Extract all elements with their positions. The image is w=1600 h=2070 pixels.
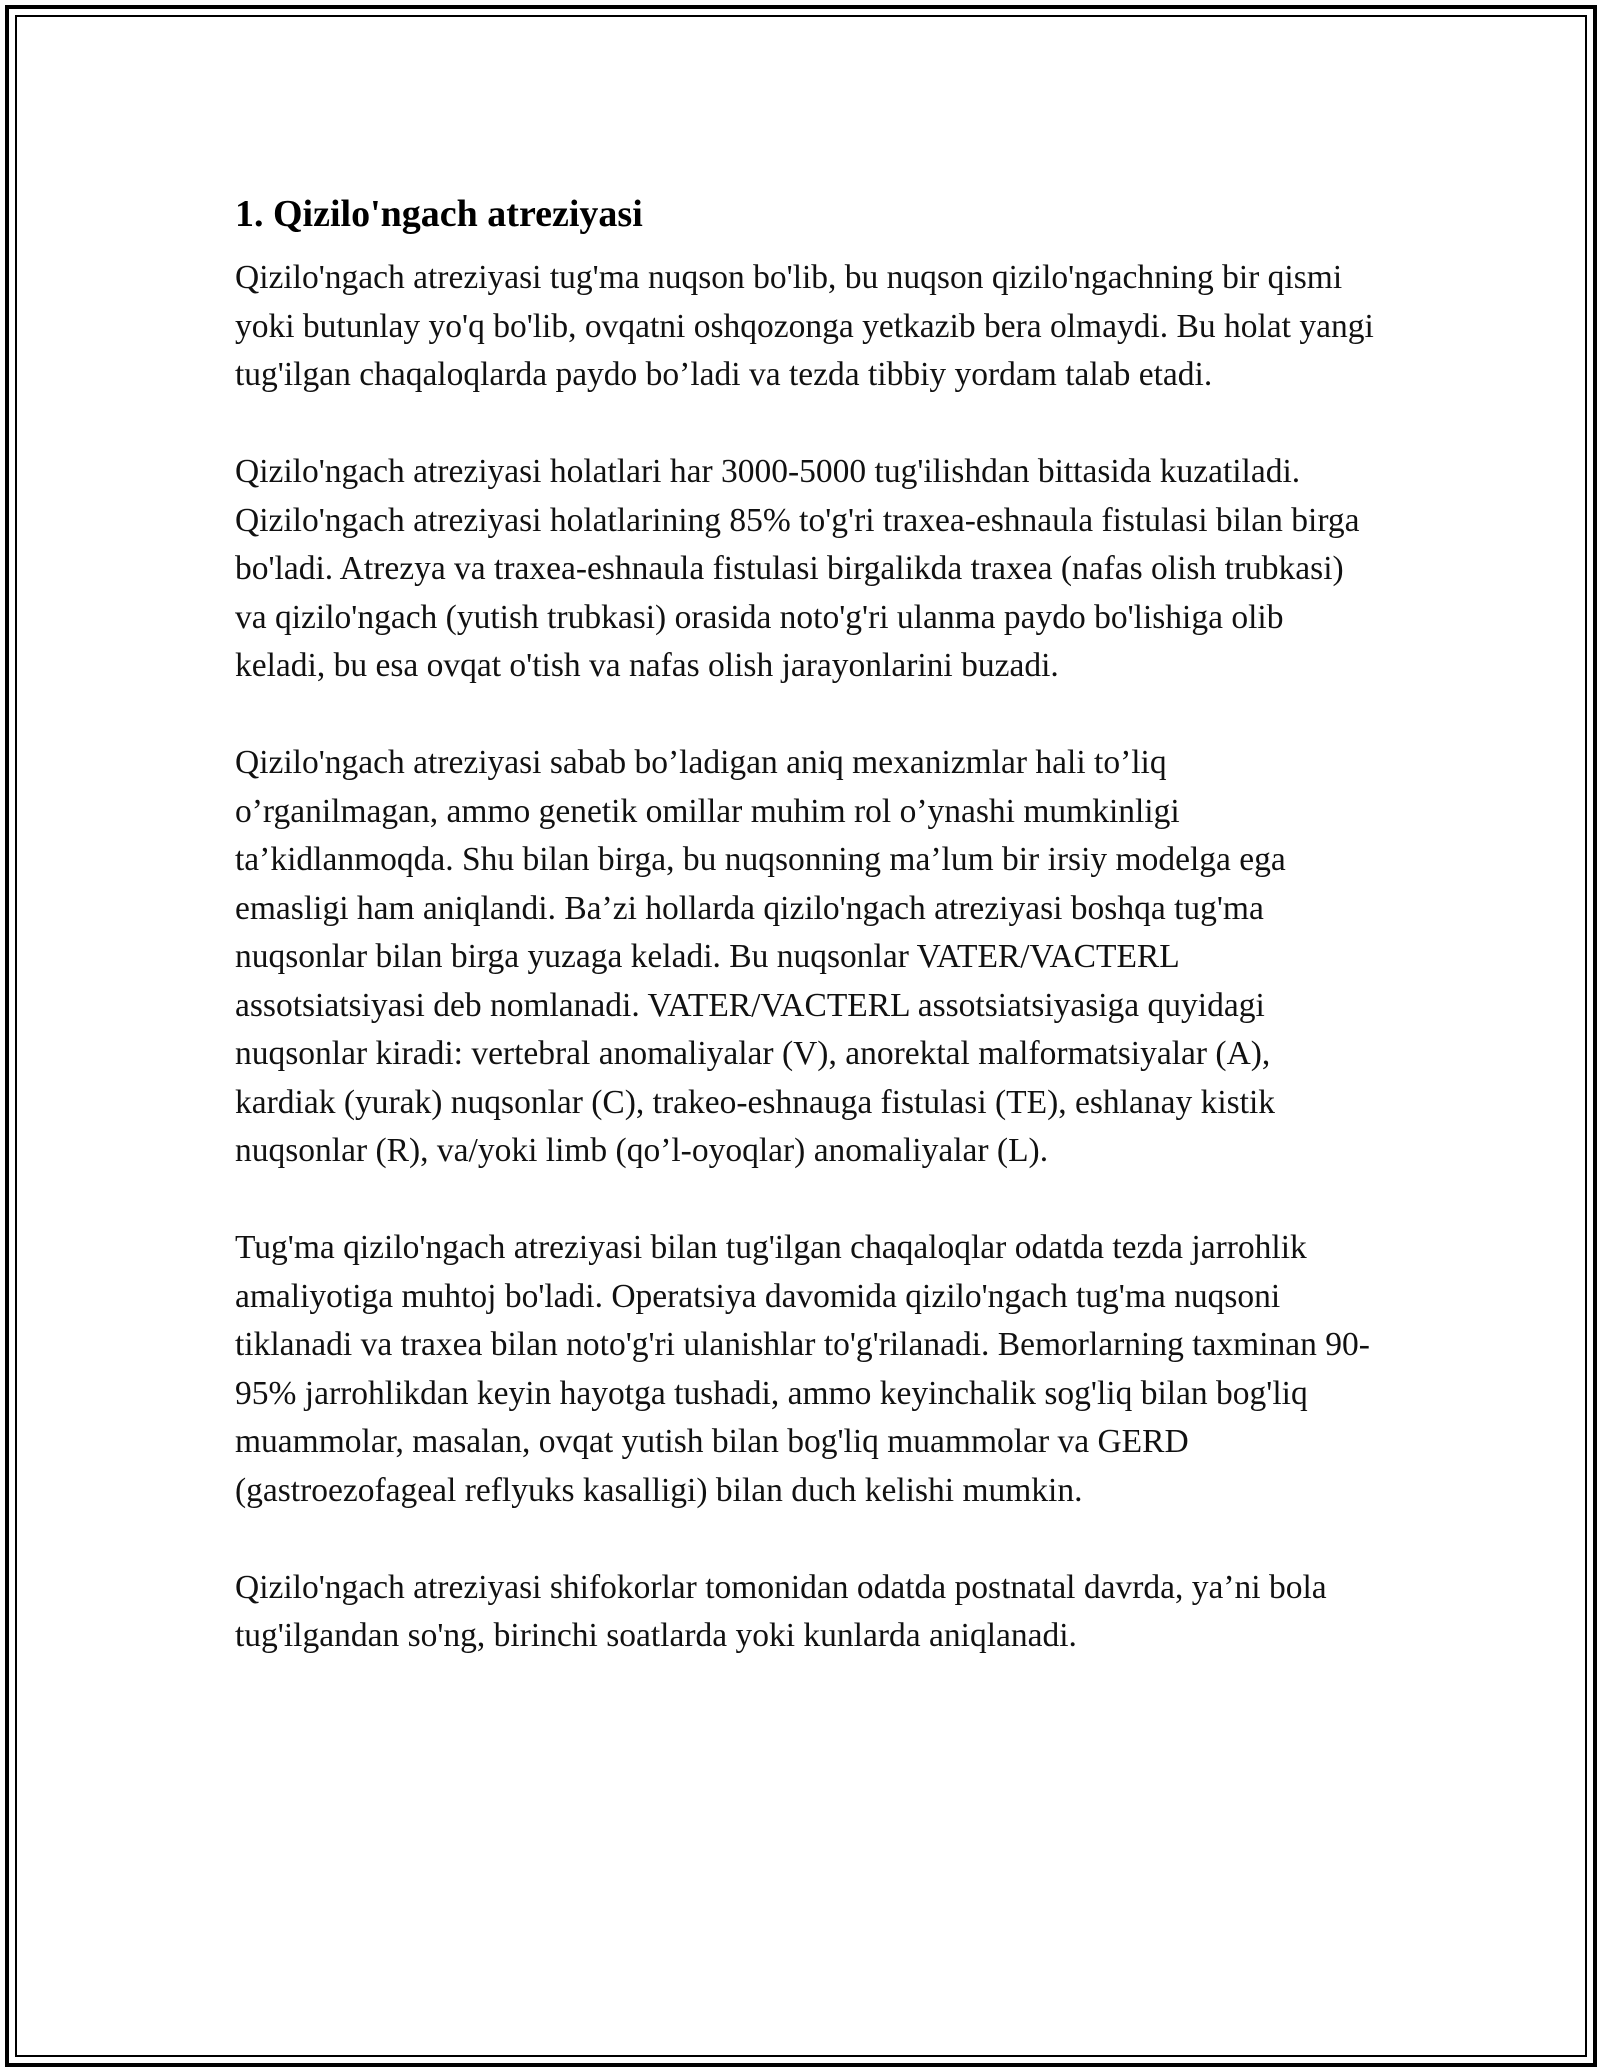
paragraph-causes: Qizilo'ngach atreziyasi sabab bo’ladigan aniq mexanizmlar hali to’liq o’rganilmagan, ammo genetik omillar muhim rol o’ynashi mumkinligi ta’kidlanmoqda. Shu bilan birga, bu nuqsonning ma’lum bir irsiy modelga ega emasligi ham aniqlandi. Ba’zi hollarda qizilo'ngach atreziyasi boshqa tug'ma nuqsonlar bilan birga yuzaga keladi. Bu nuqsonlar VATER/VACTERL assotsiatsiyasi deb nomlanadi. VATER/VACTERL assotsiatsiyasiga quyidagi nuqsonlar kiradi: vertebral anomaliyalar (V), anorektal malformatsiyalar (A), kardiak (yurak) nuqsonlar (C), trakeo-eshnauga fistulasi (TE), eshlanay kistik nuqsonlar (R), va/yoki limb (qo’l-oyoqlar) anomaliyalar (L). bbox=[235, 744, 1286, 1169]
section-heading: 1. Qizilo'ngach atreziyasi bbox=[235, 193, 643, 235]
document-body bbox=[235, 186, 1375, 1709]
paragraph-treatment: Tug'ma qizilo'ngach atreziyasi bilan tug'ilgan chaqaloqlar odatda tezda jarrohlik amaliyotiga muhtoj bo'ladi. Operatsiya davomida qizilo'ngach tug'ma nuqsoni tiklanadi va traxea bilan noto'g'ri ulanishlar to'g'rilanadi. Bemorlarning taxminan 90-95% jarrohlikdan keyin hayotga tushadi, ammo keyinchalik sog'liq bilan bog'liq muammolar, masalan, ovqat yutish bilan bog'liq muammolar va GERD (gastroezofageal reflyuks kasalligi) bilan duch kelishi mumkin. bbox=[235, 1229, 1370, 1509]
paragraph-diagnosis: Qizilo'ngach atreziyasi shifokorlar tomonidan odatda postnatal davrda, ya’ni bola tug'ilgandan so'ng, birinchi soatlarda yoki kunlarda aniqlanadi. bbox=[235, 1568, 1327, 1654]
paragraph-definition: Qizilo'ngach atreziyasi tug'ma nuqson bo'lib, bu nuqson qizilo'ngachning bir qismi yoki butunlay yo'q bo'lib, ovqatni oshqozonga yetkazib bera olmaydi. Bu holat yangi tug'ilgan chaqaloqlarda paydo bo’ladi va tezda tibbiy yordam talab etadi. bbox=[235, 259, 1374, 393]
paragraph-incidence: Qizilo'ngach atreziyasi holatlari har 3000-5000 tug'ilishdan bittasida kuzatiladi. Qizilo'ngach atreziyasi holatlarining 85% to'g'ri traxea-eshnaula fistulasi bilan birga bo'ladi. Atrezya va traxea-eshnaula fistulasi birgalikda traxea (nafas olish trubkasi) va qizilo'ngach (yutish trubkasi) orasida noto'g'ri ulanma paydo bo'lishiga olib keladi, bu esa ovqat o'tish va nafas olish jarayonlarini buzadi. bbox=[235, 453, 1360, 684]
